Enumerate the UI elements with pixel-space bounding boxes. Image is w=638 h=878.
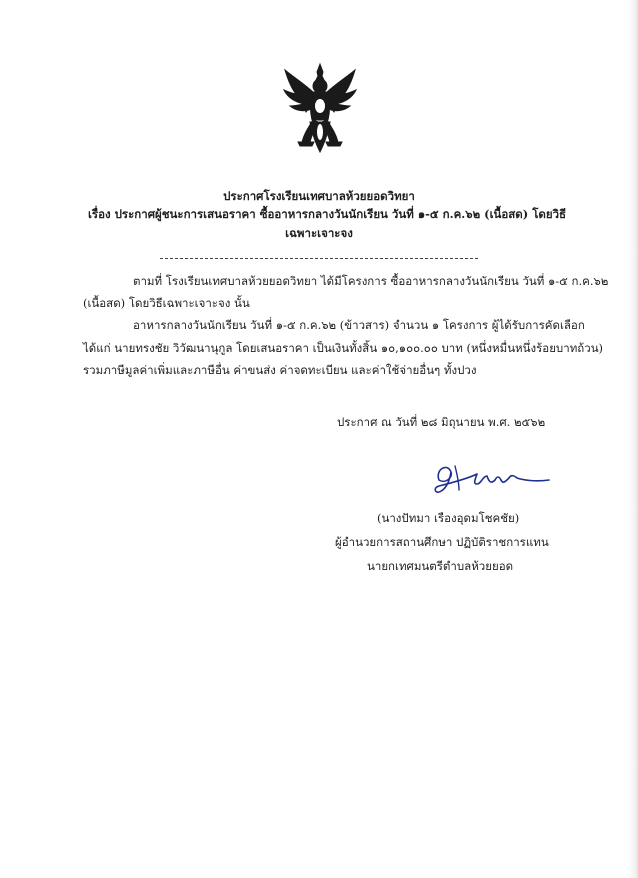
subject-line-1: เรื่อง ประกาศผู้ชนะการเสนอราคา ซื้ออาหารกลางวันนักเรียน วันที่ ๑-๕ ก.ค.๖๒ (เนื้อสด) โดยวิธี (88, 207, 567, 221)
paragraph-1-line-1: ตามที่ โรงเรียนเทศบาลห้วยยอดวิทยา ได้มีโครงการ ซื้ออาหารกลางวันนักเรียน วันที่ ๑-๕ ก.ค.๖๒ (133, 274, 609, 288)
document-title: ประกาศโรงเรียนเทศบาลห้วยยอดวิทยา (223, 189, 415, 203)
signatory-name: (นางปัทมา เรืองอุดมโชคชัย) (377, 511, 520, 525)
signatory-position-1: ผู้อำนวยการสถานศึกษา ปฏิบัติราชการแทน (335, 535, 549, 549)
handwritten-signature (425, 458, 553, 498)
paragraph-2-line-3: รวมภาษีมูลค่าเพิ่มและภาษีอื่น ค่าขนส่ง ค่าจดทะเบียน และค่าใช้จ่ายอื่นๆ ทั้งปวง (83, 363, 477, 377)
signatory-position-2: นายกเทศมนตรีตำบลห้วยยอด (367, 559, 514, 573)
paragraph-2-line-1: อาหารกลางวันนักเรียน วันที่ ๑-๕ ก.ค.๖๒ (ข้าวสาร) จำนวน ๑ โครงการ ผู้ได้รับการคัดเลือก (133, 318, 585, 332)
announcement-date: ประกาศ ณ วันที่ ๒๘ มิถุนายน พ.ศ. ๒๕๖๒ (337, 415, 546, 429)
paragraph-2-line-2: ได้แก่ นายทรงชัย วิวัฒนานุกูล โดยเสนอราคา เป็นเงินทั้งสิ้น ๑๐,๑๐๐.๐๐ บาท (หนึ่งหมื่นหนึ่งร้อยบาทถ้วน) (83, 341, 604, 355)
subject-line-2: เฉพาะเจาะจง (285, 226, 353, 240)
page-edge-shadow (628, 0, 638, 878)
header-divider (160, 258, 478, 259)
garuda-emblem-icon (282, 62, 358, 154)
paragraph-1-line-2: (เนื้อสด) โดยวิธีเฉพาะเจาะจง นั้น (83, 296, 250, 310)
